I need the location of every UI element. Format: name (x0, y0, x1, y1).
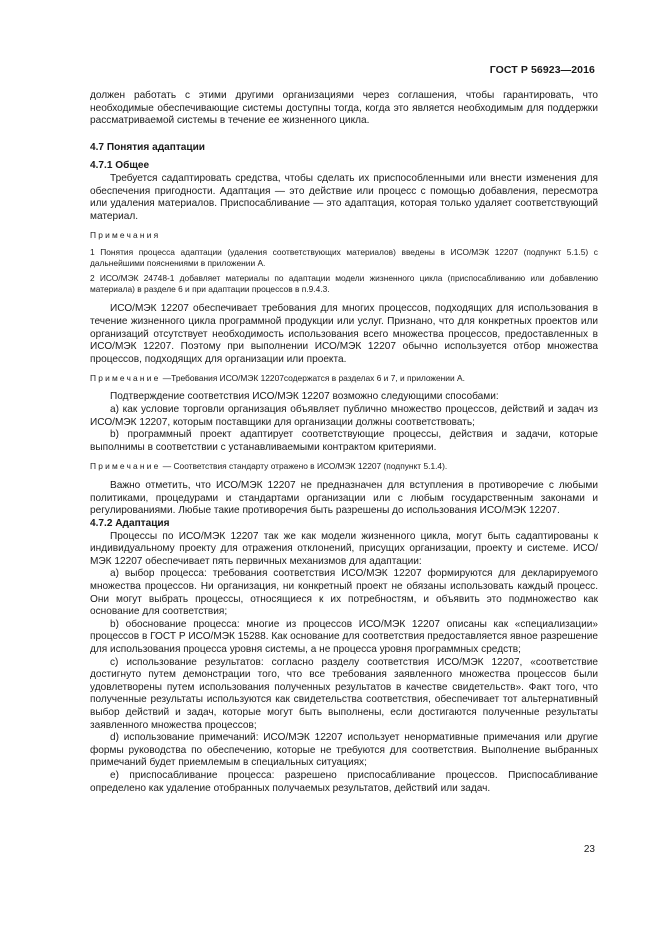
page-number: 23 (583, 844, 595, 855)
mechanism-e: e) приспосабливание процесса: разрешено приспосабливание процессов. Приспосабливание определено как удаление отобранных получаемых результатов, действий или задач. (90, 769, 598, 794)
paragraph-important-note: Важно отметить, что ИСО/МЭК 12207 не предназначен для вступления в противоречие с любыми политиками, процедурами и стандартами организации или с любым государственным законами и регулированиями. Любые такие противоречия быть разрешены до использования ИСО/МЭК 12207. (90, 480, 598, 517)
page-content (90, 90, 598, 795)
mechanism-d: d) использование примечаний: ИСО/МЭК 12207 использует ненормативные примечания или другие формы руководства по обеспечению, которые не требуются для соответствия. Выполнение выбранных примечаний будет приемлемым в специальных ситуациях; (90, 732, 598, 769)
list-item-b: b) программный проект адаптирует соответствующие процессы, действия и задачи, которые выполнимы в соответствии с устанавливаемыми контрактом критериями. (90, 429, 598, 453)
mechanism-a: а) выбор процесса: требования соответствия ИСО/МЭК 12207 формируются для декларируемого множества процессов. Ни организация, ни конкретный проект не обязаны использовать каждый процесс. Они могут выбрать процессы, относящиеся к их потребностям, и объявить это подмножество как основание для соответствия; (90, 568, 598, 618)
paragraph-conformance-ways: Подтверждение соответствия ИСО/МЭК 12207 возможно следующими способами: (110, 391, 499, 403)
note-2: 2 ИСО/МЭК 24748-1 добавляет материалы по адаптации модели жизненного цикла (приспосабливанию или добавлению материала) в разделе 6 и при адаптации процессов в п.9.4.3. (90, 273, 598, 295)
note-3-text: —Требования ИСО/МЭК 12207содержатся в разделах 6 и 7, и приложении А. (160, 373, 465, 384)
note-4-text: — Соответствия стандарту отражено в ИСО/МЭК 12207 (подпункт 5.1.4). (160, 461, 448, 472)
standard-header: ГОСТ Р 56923—2016 (489, 64, 595, 76)
notes-label: Примечания (90, 230, 161, 241)
mechanism-c: c) использование результатов: согласно разделу соответствия ИСО/МЭК 12207, «соответствие достигнуто путем демонстрации того, что все требования заявленного множества процессов были удовлетворены путем использования полученных результатов в качестве свидетельств». Факт того, что полученные результаты используются как свидетельства соответствия, обеспечивает тот альтернативный выбор действий и задач, которые могут быть выполнены, если достигаются полученные результаты заявленного множества процессов; (90, 656, 598, 731)
list-item-a: а) как условие торговли организация объявляет публично множество процессов, действий и задач из ИСО/МЭК 12207, которым поставщики для организации должны соответствовать; (90, 403, 598, 428)
paragraph-iso-12207-requirements: ИСО/МЭК 12207 обеспечивает требования для многих процессов, подходящих для использования в течение жизненного цикла программной продукции или услуг. Признано, что для конкретных проектов или организаций отсутствует необходимость использования всего множества процессов, предоставленных в ИСО/МЭК 12207. Поэтому при выполнении ИСО/МЭК 12207 обычно используется отбор множества процессов, подходящих для организации или проекта. (90, 303, 598, 365)
paragraph-continuation: должен работать с этими другими организациями через соглашения, чтобы гарантировать, что необходимые обеспечивающие системы доступны тогда, когда это является необходимым для поддержки рассматриваемой системы в течение ее жизненного цикла. (90, 90, 598, 127)
note-1: 1 Понятия процесса адаптации (удаления соответствующих материалов) введены в ИСО/МЭК 12207 (подпункт 5.1.5) с дальнейшими пояснениями в приложении А. (90, 247, 598, 269)
note-3 (90, 373, 598, 384)
section-4-7-title: 4.7 Понятия адаптации (90, 141, 205, 153)
note-3-label: Примечание (90, 373, 161, 384)
note-4-label: Примечание (90, 461, 161, 472)
paragraph-adaptation-mechanisms: Процессы по ИСО/МЭК 12207 так же как модели жизненного цикла, могут быть садаптированы к индивидуальному проекту для отражения отклонений, присущих организации, проекту и системе. ИСО/МЭК 12207 обеспечивает пять первичных механизмов для адаптации: (90, 530, 598, 567)
paragraph-adaptation-definition: Требуется садаптировать средства, чтобы сделать их приспособленными или внести изменения для обеспечения пригодности. Адаптация — это действие или процесс с помощью добавления, пересмотра или удаления материалов. Приспосабливание — это адаптация, которая только удаляет соответствующий материал. (90, 172, 598, 222)
mechanism-b: b) обоснование процесса: многие из процессов ИСО/МЭК 12207 описаны как «специализации» процессов в ГОСТ Р ИСО/МЭК 15288. Как основание для соответствия предоставляется явное разрешение для использования процесса уровня системы, а не процесса уровня программных средств; (90, 618, 598, 655)
note-4 (90, 461, 598, 472)
section-4-7-2-title: 4.7.2 Адаптация (90, 518, 170, 530)
section-4-7-1-title: 4.7.1 Общее (90, 160, 150, 172)
